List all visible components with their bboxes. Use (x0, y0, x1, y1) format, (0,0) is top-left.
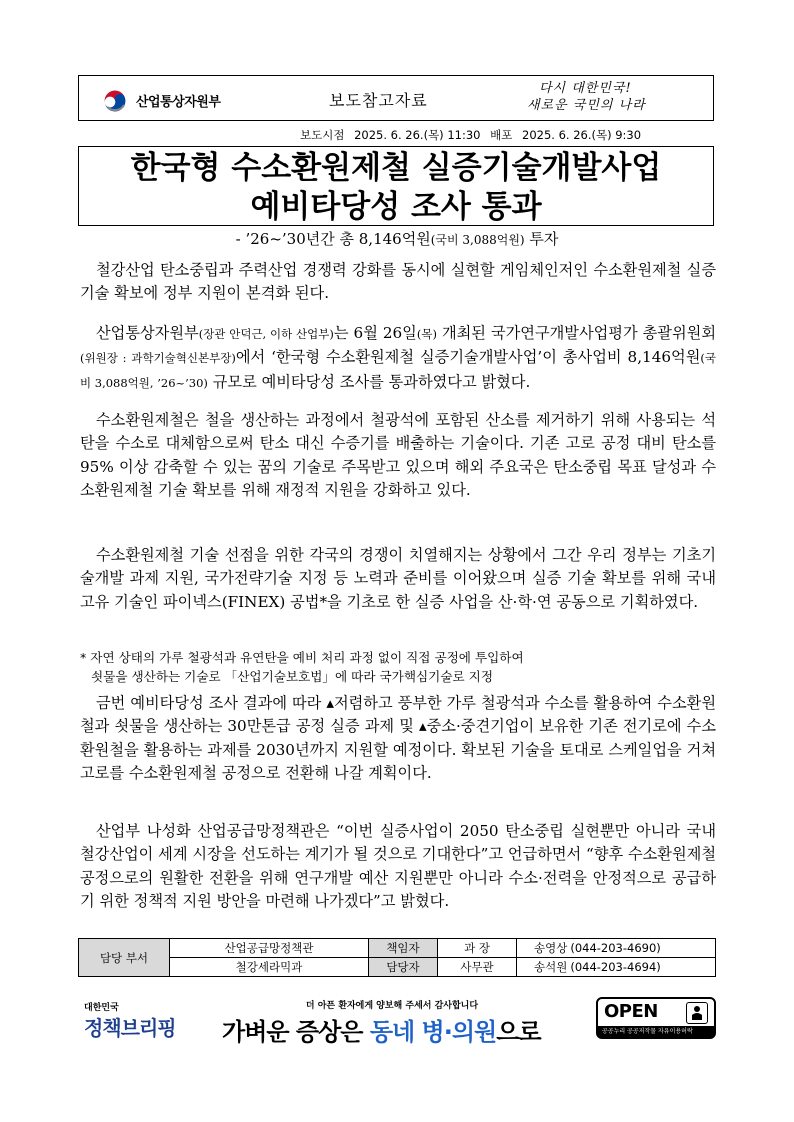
policy-briefing-title: 정책브리핑 (84, 1016, 176, 1040)
attribution-icon (686, 1002, 708, 1024)
slogan (527, 80, 713, 114)
paragraph-1 (80, 259, 716, 306)
policy-briefing-logo (84, 1000, 176, 1041)
pos-1: 과 장 (438, 939, 517, 958)
person-1 (517, 939, 716, 958)
doc-type: 보도참고자료 (329, 91, 428, 110)
slogan-line1: 다시 대한민국! (539, 81, 632, 96)
footnote-line1: * 자연 상태의 가루 철광석과 유연탄을 예비 처리 과정 없이 직접 공정에 투입하여 (80, 650, 524, 665)
title-line1: 한국형 수소환원제철 실증기술개발사업 (130, 150, 662, 186)
campaign-big (222, 1012, 562, 1047)
table-row (79, 958, 716, 977)
policy-briefing-small: 대한민국 (84, 1003, 119, 1013)
campaign-b: 동네 병·의원 (369, 1018, 497, 1046)
campaign-a: 가벼운 증상은 (222, 1018, 370, 1046)
role-1: 책임자 (369, 939, 438, 958)
p2-e: 개최된 국가연구개발사업평가 총괄위원회 (436, 324, 716, 342)
person-1-phone: (044-203-4690) (570, 941, 661, 955)
p2-a: 산업통상자원부 (96, 324, 199, 342)
table-row (79, 939, 716, 958)
release-info (300, 127, 647, 143)
p2-c: 는 6월 26일 (333, 324, 417, 342)
dept-label: 담당 부서 (79, 939, 170, 977)
subtitle (0, 228, 794, 249)
person-2 (517, 958, 716, 977)
campaign-small: 더 아픈 환자에게 양보해 주세서 감사합니다 (305, 1001, 479, 1011)
paragraph-4 (80, 544, 716, 614)
p2-i: 규모로 예비타당성 조사를 통과하였다고 밝혔다. (207, 372, 531, 391)
paragraph-5-text: 금번 예비타당성 조사 결과에 따라 ▴저렴하고 풍부한 가루 철광석과 수소를 활용하여 수소환원철과 쇳물을 생산하는 30만톤급 공정 실증 과제 및 ▴중소·중견기업이 보유한 기존 전기로에 수소환원철을 활용하는 과제를 2030년까지 지원할 예정이다. 확보된 기술을 토대로 스케일업을 거쳐 고로를 수소환원제철 공정으로 전환해 나갈 계획이다. (80, 694, 716, 783)
p2-h: (국비 3,088억원, ’26~’30) (80, 351, 716, 390)
pos-2: 사무관 (438, 958, 517, 977)
footnote (80, 648, 720, 686)
ministry-name: 산업통상자원부 (136, 94, 221, 110)
footnote-line2: 쇳물을 생산하는 기술로 「산업기술보호법」에 따라 국가핵심기술로 지정 (91, 669, 494, 684)
open-license-badge (596, 997, 716, 1039)
dept-1: 산업공급망정책관 (170, 939, 369, 958)
p2-b: (장관 안덕근, 이하 산업부) (198, 327, 334, 341)
p2-g: 에서 ‘한국형 수소환원제철 실증기술개발사업’이 총사업비 8,146억원 (235, 348, 701, 367)
campaign-banner (222, 998, 562, 1047)
subtitle-main: - ’26~’30년간 총 8,146억원 (235, 230, 431, 248)
open-word: OPEN (604, 1001, 658, 1022)
paragraph-4-text: 수소환원제철 기술 선점을 위한 각국의 경쟁이 치열해지는 상황에서 그간 우리 정부는 기초기술개발 과제 지원, 국가전략기술 지정 등 노력과 준비를 이어왔으며 실증 기술 확보를 위해 국내 고유 기술인 파이넥스(FINEX) 공법*을 기초로 한 실증 사업을 산·학·연 공동으로 기획하였다. (80, 546, 716, 611)
release-time: 2025. 6. 26.(목) 11:30 (354, 128, 481, 142)
header-box (78, 75, 714, 121)
person-1-name: 송영상 (534, 941, 568, 955)
paragraph-2 (80, 322, 716, 395)
title-box (78, 146, 714, 226)
p2-d: (목) (416, 327, 437, 341)
title-line2: 예비타당성 조사 통과 (250, 189, 542, 225)
paragraph-6-text: 산업부 나성화 산업공급망정책관은 “이번 실증사업이 2050 탄소중립 실현뿐만 아니라 국내 철강산업이 세계 시장을 선도하는 계기가 될 것으로 기대한다”고 언급하면서 “향후 수소환원제철 공정으로의 원활한 전환을 위해 연구개발 예산 지원뿐만 아니라 수소·전력을 안정적으로 공급하기 위한 정책적 지원 방안을 마련해 나가겠다”고 밝혔다. (80, 822, 716, 911)
ministry-logo (99, 84, 220, 116)
paragraph-2-text (80, 322, 716, 395)
slogan-line2: 새로운 국민의 나라 (527, 98, 646, 113)
distribute-label: 배포 (490, 128, 513, 142)
taegeuk-icon (99, 84, 131, 116)
p2-f: (위원장 : 과학기술혁신본부장) (80, 351, 236, 366)
paragraph-3 (80, 409, 716, 503)
distribute-time: 2025. 6. 26.(목) 9:30 (522, 128, 642, 142)
role-2: 담당자 (369, 958, 438, 977)
paragraph-6 (80, 820, 716, 914)
subtitle-paren: (국비 3,088억원) (430, 233, 525, 247)
campaign-c: 으로 (496, 1018, 541, 1046)
contact-table (78, 938, 716, 977)
open-bar-text: 공공누리 공공저작물 자유이용허락 (598, 1026, 714, 1037)
paragraph-5 (80, 692, 716, 786)
dept-2: 철강세라믹과 (170, 958, 369, 977)
person-2-name: 송석원 (534, 960, 568, 974)
person-2-phone: (044-203-4694) (570, 960, 661, 974)
release-label: 보도시점 (300, 128, 345, 142)
paragraph-3-text: 수소환원제철은 철을 생산하는 과정에서 철광석에 포함된 산소를 제거하기 위해 사용되는 석탄을 수소로 대체함으로써 탄소 대신 수증기를 배출하는 기술이다. 기존 고로 공정 대비 탄소를 95% 이상 감축할 수 있는 꿈의 기술로 주목받고 있으며 해외 주요국은 탄소중립 목표 달성과 수소환원제철 기술 확보를 위해 재정적 지원을 강화하고 있다. (80, 411, 716, 500)
paragraph-1-text: 철강산업 탄소중립과 주력산업 경쟁력 강화를 동시에 실현할 게임체인저인 수소환원제철 실증기술 확보에 정부 지원이 본격화 된다. (80, 261, 716, 303)
subtitle-tail: 투자 (524, 230, 559, 248)
